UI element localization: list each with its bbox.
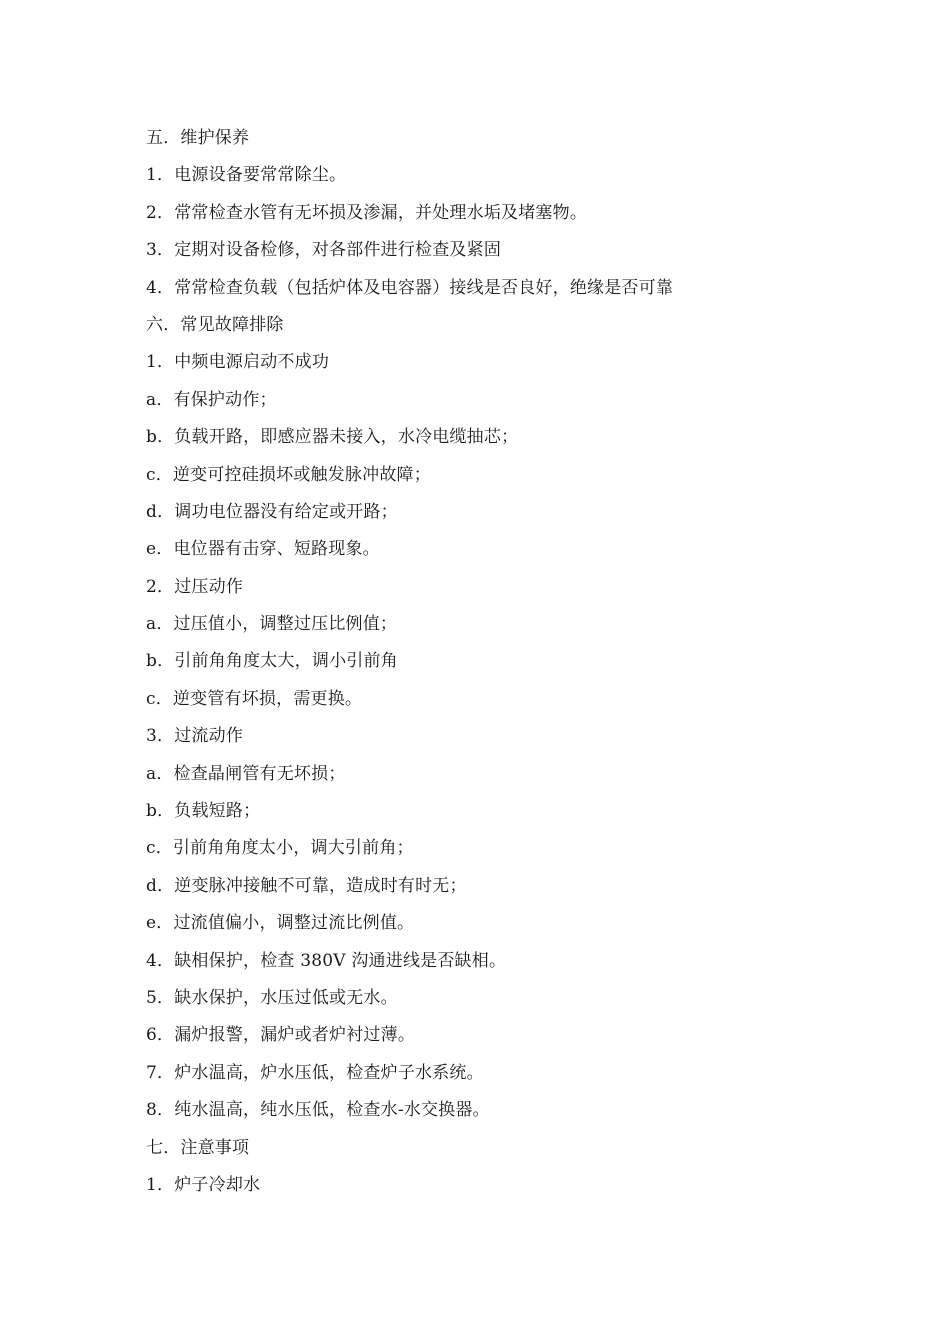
sub-list-item: a．检查晶闸管有无坏损；: [146, 763, 346, 784]
sub-list-item: a．有保护动作；: [146, 389, 277, 410]
section-heading-precautions: 七．注意事项: [146, 1137, 250, 1158]
list-item: 3．定期对设备检修，对各部件进行检查及紧固: [146, 240, 502, 261]
list-item: 6．漏炉报警，漏炉或者炉衬过薄。: [146, 1025, 416, 1046]
list-item: 3．过流动作: [146, 726, 244, 747]
list-item: 2．常常检查水管有无坏损及渗漏，并处理水垢及堵塞物。: [146, 202, 588, 223]
sub-list-item: e．电位器有击穿、短路现象。: [146, 539, 380, 560]
list-item: 8．纯水温高，纯水压低，检查水-水交换器。: [146, 1100, 490, 1121]
list-item: 5．缺水保护，水压过低或无水。: [146, 987, 398, 1008]
list-item: 1．中频电源启动不成功: [146, 352, 330, 373]
sub-list-item: b．引前角角度太大，调小引前角: [146, 651, 398, 672]
sub-list-item: c．引前角角度太小，调大引前角；: [146, 838, 414, 859]
sub-list-item: e．过流值偏小，调整过流比例值。: [146, 913, 415, 934]
section-heading-troubleshooting: 六．常见故障排除: [146, 314, 284, 335]
sub-list-item: c．逆变可控硅损坏或触发脉冲故障；: [146, 464, 431, 485]
list-item: 7．炉水温高，炉水压低，检查炉子水系统。: [146, 1062, 484, 1083]
sub-list-item: d．调功电位器没有给定或开路；: [146, 501, 398, 522]
sub-list-item: a．过压值小，调整过压比例值；: [146, 614, 398, 635]
list-item: 4．常常检查负载（包括炉体及电容器）接线是否良好，绝缘是否可靠: [146, 277, 674, 298]
sub-list-item: b．负载开路，即感应器未接入，水冷电缆抽芯；: [146, 427, 519, 448]
section-heading-maintenance: 五．维护保养: [146, 128, 250, 148]
list-item: 1．炉子冷却水: [146, 1174, 261, 1195]
list-item: 1．电源设备要常常除尘。: [146, 165, 347, 186]
sub-list-item: b．负载短路；: [146, 801, 261, 822]
list-item: 2．过压动作: [146, 576, 244, 597]
list-item: 4．缺相保护，检查 380V 沟通进线是否缺相。: [146, 950, 507, 971]
document-body: [146, 120, 846, 1204]
sub-list-item: d．逆变脉冲接触不可靠，造成时有时无；: [146, 875, 467, 896]
sub-list-item: c．逆变管有坏损，需更换。: [146, 688, 363, 709]
